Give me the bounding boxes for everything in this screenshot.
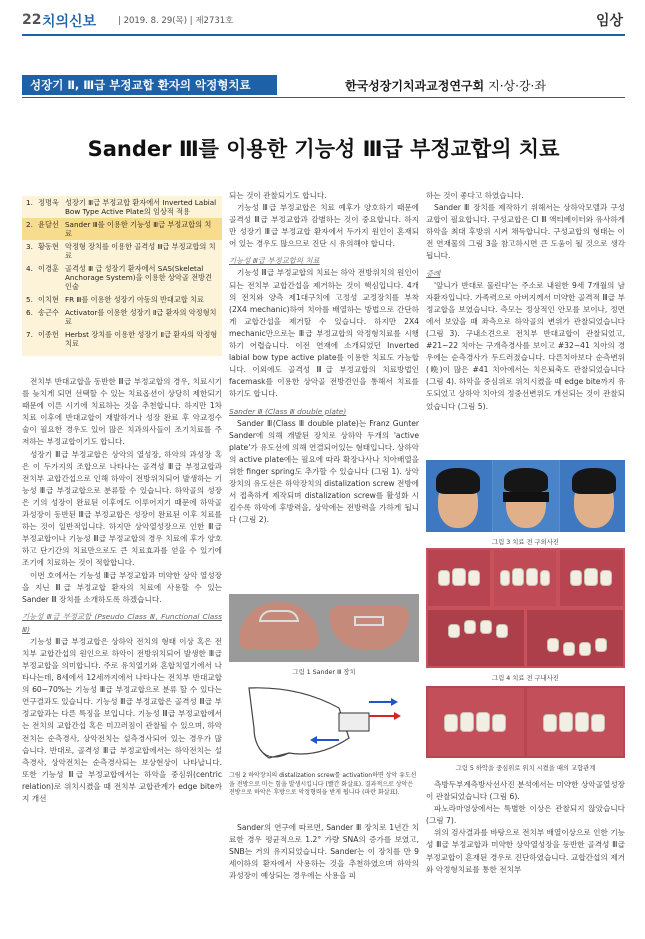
cr-view-1 [428, 688, 524, 756]
body-paragraph: 기능성 Ⅲ급 부정교합의 치료는 하악 전방위치의 원인이 되는 전치부 교합간섭을 제거하는 것이 핵심입니다. 4개의 전치와 양측 제1대구치에 고정성 교정장치를 부착(2X4 mechanic)하여 치아를 배열하는 방법으로 간단하게 교합간섭을 제거할 수 있습니다. 하지만 2X4 mechanic만으로는 Ⅲ급 부정교합의 악정형치료를 시행하기 어렵습니다. 이전 연재에 소개되었던 Inverted labial bow type active plate를 이용한 치료도 가능합니다. 이외에도 골격성 Ⅲ급 부정교합의 치료방법인 facemask를 이용한 상악골 전방견인을 통해서 치료를 하기도 합니다. [229, 268, 419, 399]
body-paragraph: 되는 것이 관찰되기도 합니다. [229, 191, 327, 200]
section-name: 임상 [595, 13, 623, 29]
body-paragraph: Sander의 연구에 따르면, Sander Ⅲ 장치로 1년간 치료한 경우 평균적으로 1.2° 가량 SNA의 증가를 보였고, SNB는 거의 유지되었습니다. Sander는 이 장치를 만 9세이하의 환자에서 사용하는 것을 추천하였으며 하악의 과성장이 예상되는 경우에는 사용을 피 [229, 823, 419, 881]
intraoral-photos [426, 548, 625, 668]
body-paragraph: 하는 것이 좋다고 하였습니다. [426, 191, 524, 200]
society-name: 한국성장기치과교정연구회 [345, 79, 485, 93]
body-paragraph: 성장기 Ⅲ급 부정교합은 상악의 열성장, 하악의 과성장 혹은 이 두가지의 조합으로 나타나는 골격성 Ⅲ급 부정교합과 전치부 교합간섭으로 인해 하악이 전방위치되어 발생하는 기능성 Ⅲ급 부정교합으로 분류할 수 있습니다. 하악골의 성장은 기의 성장이 완료된 이후에도 이루어지기 때문에 하악골 과성장이 동반된 Ⅲ급 부정교합은 성장이 완료된 이후 치료를 하는 것이 일반적입니다. 하지만 상악열성장으로 인한 Ⅲ급 부정교합이나 기능성 Ⅲ급 부정교합의 경우 치료에 후가 양호하고 단기간의 치료만으로도 큰 치료효과를 얻을 수 있기에 조기에 치료하는 것이 적합합니다. [22, 449, 222, 568]
page-number: 22 [22, 12, 42, 28]
toc-title: Sander Ⅲ를 이용한 기능성 Ⅲ급 부정교합의 치료 [65, 220, 212, 238]
occlusal-upper [428, 610, 524, 666]
series-toc-box [22, 196, 222, 356]
toc-author: 윤달선 [38, 220, 59, 229]
column-3-bottom [426, 779, 625, 932]
header-rule [22, 34, 625, 36]
body-paragraph: 전치부 반대교합을 동반한 Ⅲ급 부정교합의 경우, 치료시기를 늦치게 되면 선택할 수 있는 치료옵션이 상당히 제한되기 때문에 이른 시기에 치료하는 것을 추천합니다. 하지만 1차 치료 이후에 반대교합이 재발하거나 성장 완료 후 악교정수술이 필요한 경우도 있어 많은 치과의사들이 조기치료를 주저하는 부정교합이기도 합니다. [22, 377, 222, 447]
figure-caption: 그림 1 Sander Ⅲ 장치 [292, 669, 356, 676]
toc-title: FR Ⅲ를 이용한 성장기 아동의 반대교합 치료 [65, 295, 204, 304]
subheading: 기능성 Ⅲ급 부정교합의 치료 [229, 256, 320, 266]
column-2-top [229, 190, 419, 585]
figure-caption: 그림 3 치료 전 구외사진 [492, 539, 559, 546]
intraoral-view-2 [494, 550, 556, 606]
occlusal-lower [527, 610, 623, 666]
body-paragraph: '앞니가 반대로 물린다'는 주소로 내원한 9세 7개월의 남자환자입니다. 가족력으로 아버지께서 미약한 골격적 Ⅲ급 부정교합을 보였습니다. 측모는 정상적인 안모를 보이나, 정면에서 보았을 때 좌측으로 하악골의 변위가 관찰되었습니다 (그림 3). 구내소견으로 전치부 반대교합이 관찰되었고, #21~22 치아는 구개측경사를 보이고 #32~41 치아의 경우에는 순측경사가 두드러졌습니다. 다른치아보다 순측변위(晩)이 많은 #41 치아에서는 치은퇴축도 관찰되었습니다 (그림 4). 하악을 중심위로 위치시켰을 때 edge bite까지 유도되었고 상하악 치아의 정중선변위도 개선되는 것이 관찰되었습니다 (그림 5). [426, 280, 625, 411]
toc-title: Herbst 장치를 이용한 성장기 Ⅱ급 환자의 악정형치료 [65, 330, 218, 348]
toc-item [22, 306, 222, 328]
toc-item [22, 196, 222, 218]
toc-author: 이치현 [38, 295, 59, 304]
profile-right-photo [560, 460, 625, 532]
toc-author: 황동현 [38, 242, 59, 251]
profile-left-photo [426, 460, 492, 532]
toc-number: 2. [26, 220, 33, 229]
toc-number: 6. [26, 308, 33, 317]
extraoral-photos [426, 460, 625, 532]
column-1 [22, 376, 222, 931]
body-paragraph: Sander Ⅲ 장치를 제작하기 위해서는 상하악모델과 구성교합이 필요합니다. 구성교합은 Cl Ⅲ 액티베이터와 유사하게 하악을 최대 후방위 시켜 채득합니다. 구성교합의 형태는 이전 연재물의 그림 3을 참고하시면 큰 도움이 될 것으로 생각됩니다. [426, 203, 625, 261]
screw [354, 616, 384, 626]
body-paragraph: 위의 검사결과를 바탕으로 전치부 배열이상으로 인한 기능성 Ⅲ급 부정교합과 미약한 상악열성장을 동반한 골격성 Ⅲ급 부정교합이 혼재된 경우로 진단하였습니다. 교합간섭의 제거와 악정형치료를 통한 전치부 [426, 828, 625, 874]
force-diagram [229, 678, 419, 768]
lower-plate [329, 606, 409, 650]
article-title: Sander Ⅲ를 이용한 기능성 Ⅲ급 부정교합의 치료 [87, 137, 560, 161]
toc-number: 5. [26, 295, 33, 304]
eye-mask [503, 492, 549, 502]
sander-appliance-photo [229, 594, 419, 662]
toc-item [22, 240, 222, 262]
page-header [0, 0, 645, 36]
toc-item [22, 262, 222, 293]
issue-date: | 2019. 8. 29(목) | 제2731호 [118, 16, 234, 26]
toc-number: 7. [26, 330, 33, 339]
figure-caption: 그림 5 하악을 중심위로 위치 시켰을 때의 교합관계 [455, 765, 596, 772]
body-paragraph: 측방두부계측방사선사진 분석에서는 미약한 상악골열성장이 관찰되었습니다 (그림 6). [426, 780, 625, 802]
intraoral-view-1 [428, 550, 490, 606]
body-paragraph: Sander Ⅲ(Class Ⅲ double plate)는 Franz Gunter Sander에 의해 개발된 장치로 상하악 두개의 'active plate'가 유도선에 의해 연결되어있는 형태입니다. 상하악의 active plate에는 필요에 따라 확장나사나 치아배열을 위한 finger spring도 추가할 수 있습니다 (그림 1). 상악장치의 유도선은 하악장치의 distalization screw 전방에서 접촉하게 제작되며 distalization screw를 활성화 시킴수록 하악에 후방력을, 상악에는 전방력을 가하게 됩니다 (그림 2). [229, 418, 419, 525]
toc-item [22, 328, 222, 350]
society-label [345, 77, 546, 94]
body-paragraph: 기능성 Ⅲ급 부정교합은 상하악 전치의 형태 이상 혹은 전치부 교합간섭의 원인으로 하악이 전방위치되어 발생한 Ⅲ급 부정교합을 의미합니다. 주로 유치열기와 혼합치열기에서 나타나는데, 8세에서 12세까지에서 나타나는 전치부 반대교합의 60~70%는 기능성 Ⅲ급 부정교합으로 분류 할 수 있다는 연구결과도 있습니다. 기능성 Ⅲ급 부정교합은 골격성 Ⅲ급 부정교합과는 다른 특징을 보입니다. 기능성 Ⅲ급 부정교합에서는 전치의 교합간섭 혹은 미끄러짐이 관찰될 수 있으며, 하악 전치는 순측경사, 상악전치는 설측경사되어 있는 경우가 많습니다. 반대로, 골격성 Ⅲ급 부정교합에서는 하악전치는 설측경사, 상악전치는 순측경사되는 보상현상이 나타납니다. 또한 기능성 Ⅲ급 부정교합에서는 하악을 중심위(centric relation)로 위치시켰을 때 전치부 교합관계가 edge bite까지 개선 [22, 636, 222, 803]
toc-number: 3. [26, 242, 33, 251]
toc-author: 이종헌 [38, 330, 59, 339]
body-paragraph: 파노라마영상에서는 특별한 이상은 관찰되지 않았습니다 (그림 7). [426, 804, 625, 826]
toc-author: 송근수 [38, 308, 59, 317]
toc-number: 4. [26, 264, 33, 273]
toc-number: 1. [26, 198, 33, 207]
force-diagram-svg [229, 678, 419, 768]
toc-title: 골격성 Ⅲ 급 성장기 환자에서 SAS(Skeletal Anchorage System)을 이용한 상악골 전방견인술 [65, 264, 212, 291]
intraoral-view-3 [560, 550, 623, 606]
subheading: 증례 [426, 268, 441, 278]
toc-title: Activator를 이용한 성장기 Ⅱ급 환자의 악정형치료 [65, 308, 217, 326]
newspaper-name: 치의신보 [42, 14, 97, 30]
toc-title: 악정형 장치를 이용한 골격성 Ⅲ급 부정교합의 치료 [65, 242, 216, 260]
figure-caption: 그림 4 치료 전 구내사진 [492, 675, 559, 682]
subheading: Sander Ⅲ (Class Ⅲ double plate) [229, 406, 347, 416]
toc-item [22, 293, 222, 306]
subheading: 기능성 Ⅲ급 부정교합 (Pseudo Class Ⅲ, Functional Class Ⅲ) [22, 611, 222, 634]
society-sub: 지·상·강·좌 [488, 79, 546, 93]
column-3-top [426, 190, 625, 452]
column-2-bottom [229, 822, 419, 932]
series-banner: 성장기 Ⅱ, Ⅲ급 부정교합 환자의 악정형치료 [22, 75, 277, 95]
frontal-photo [493, 460, 559, 532]
body-paragraph: 기능성 Ⅲ급 부정교합은 치료 예후가 양호하기 때문에 골격성 Ⅲ급 부정교합과 감별하는 것이 중요합니다. 하지만 성장기 Ⅲ급 부정교합 환자에서 두가지 원인이 혼재되어 있는 경우도 많으므로 진단 시 유의해야 합니다. [229, 203, 419, 249]
centric-relation-photos [426, 686, 625, 758]
figure-caption: 그림 2 하악장치의 distalization screw를 activation하면 상악 유도선을 전방으로 미는 힘을 발생시킵니다 (빨간 화살표). 결과적으로 상악은 전방으로 하악은 후방으로 악정형력을 받게 됩니다 (파란 화살표). [229, 772, 417, 797]
guide-wire [259, 610, 299, 622]
series-rule [22, 97, 625, 98]
toc-author: 정명욱 [38, 198, 59, 207]
toc-title: 성장기 Ⅲ급 부정교합 환자에서 Inverted Labial Bow Type Active Plate의 임상적 적용 [65, 198, 217, 216]
cr-view-2 [527, 688, 623, 756]
body-paragraph: 이번 호에서는 기능성 Ⅲ급 부정교합과 미약한 상악 열성장을 지닌 Ⅲ급 부정교합 환자의 치료에 사용할 수 있는 Sander Ⅲ 장치를 소개하도록 하겠습니다. [22, 570, 222, 604]
toc-item-current [22, 218, 222, 240]
toc-author: 이경훈 [38, 264, 59, 273]
